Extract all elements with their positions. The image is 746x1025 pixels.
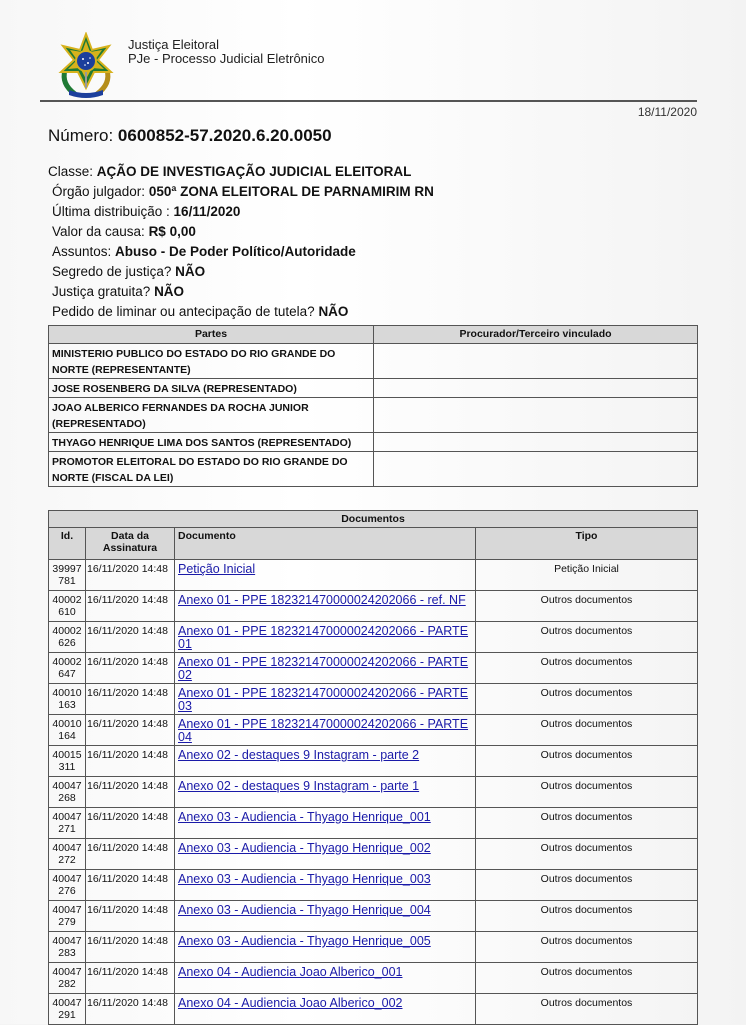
document-link[interactable]: Petição Inicial — [178, 562, 256, 576]
document-link[interactable]: Anexo 01 - PPE 182321470000024202066 - PARTE 01 — [178, 624, 469, 651]
documentos-title-row — [49, 511, 698, 528]
document-cell — [175, 622, 476, 653]
info-value: 050ª ZONA ELEITORAL DE PARNAMIRIM RN — [148, 184, 434, 199]
document-date: 16/11/2020 14:48 — [86, 777, 175, 808]
document-row — [49, 839, 698, 870]
document-date: 16/11/2020 14:48 — [86, 591, 175, 622]
document-cell — [175, 932, 476, 963]
document-cell — [175, 963, 476, 994]
document-row — [49, 715, 698, 746]
procurador-cell — [374, 398, 698, 433]
document-type: Outros documentos — [476, 870, 698, 901]
document-id: 40047 291 — [49, 994, 86, 1025]
document-id: 40015 311 — [49, 746, 86, 777]
document-cell — [175, 653, 476, 684]
info-label: Justiça gratuita? — [52, 284, 155, 299]
info-label: Classe: — [48, 164, 97, 179]
document-id: 40047 272 — [49, 839, 86, 870]
document-type: Outros documentos — [476, 684, 698, 715]
info-value: NÃO — [175, 264, 206, 279]
info-row-distribuicao — [48, 202, 434, 222]
data-header: Data da Assinatura — [86, 528, 175, 560]
document-type: Outros documentos — [476, 653, 698, 684]
document-cell — [175, 684, 476, 715]
org-line-2: PJe - Processo Judicial Eletrônico — [128, 51, 325, 66]
document-id: 40047 268 — [49, 777, 86, 808]
document-date: 16/11/2020 14:48 — [86, 653, 175, 684]
info-value: NÃO — [318, 304, 349, 319]
info-value: 16/11/2020 — [173, 204, 241, 219]
partes-header-row — [49, 326, 698, 344]
document-row — [49, 963, 698, 994]
document-date: 16/11/2020 14:48 — [86, 901, 175, 932]
document-row — [49, 746, 698, 777]
parte-row — [49, 344, 698, 379]
info-row-classe — [48, 162, 434, 182]
document-type: Petição Inicial — [476, 560, 698, 591]
info-row-gratuita — [48, 282, 434, 302]
documentos-header-row — [49, 528, 698, 560]
document-type: Outros documentos — [476, 808, 698, 839]
document-link[interactable]: Anexo 04 - Audiencia Joao Alberico_002 — [178, 996, 403, 1010]
procurador-cell — [374, 433, 698, 452]
procurador-cell — [374, 379, 698, 398]
process-number — [48, 126, 332, 146]
document-date: 16/11/2020 14:48 — [86, 994, 175, 1025]
document-header — [55, 30, 705, 100]
document-date: 16/11/2020 14:48 — [86, 932, 175, 963]
header-divider — [40, 100, 697, 102]
partes-table — [48, 325, 698, 487]
document-type: Outros documentos — [476, 777, 698, 808]
documento-header: Documento — [175, 528, 476, 560]
document-cell — [175, 994, 476, 1025]
document-id: 40047 283 — [49, 932, 86, 963]
info-row-orgao — [48, 182, 434, 202]
document-cell — [175, 839, 476, 870]
parte-row — [49, 433, 698, 452]
document-date: 16/11/2020 14:48 — [86, 808, 175, 839]
document-cell — [175, 870, 476, 901]
document-type: Outros documentos — [476, 901, 698, 932]
info-value: Abuso - De Poder Político/Autoridade — [115, 244, 356, 259]
document-row — [49, 777, 698, 808]
document-id: 40010 163 — [49, 684, 86, 715]
document-row — [49, 622, 698, 653]
parte-row — [49, 398, 698, 433]
document-date: 16/11/2020 14:48 — [86, 870, 175, 901]
document-date: 16/11/2020 14:48 — [86, 839, 175, 870]
info-value: AÇÃO DE INVESTIGAÇÃO JUDICIAL ELEITORAL — [96, 164, 412, 179]
process-number-value: 0600852-57.2020.6.20.0050 — [117, 126, 332, 145]
info-label: Segredo de justiça? — [52, 264, 176, 279]
document-row — [49, 653, 698, 684]
process-number-label: Número: — [48, 126, 114, 145]
documentos-body — [49, 560, 698, 1025]
document-date: 16/11/2020 14:48 — [86, 560, 175, 591]
partes-header: Partes — [49, 326, 374, 344]
documentos-table — [48, 510, 698, 1025]
document-type: Outros documentos — [476, 746, 698, 777]
document-link[interactable]: Anexo 03 - Audiencia - Thyago Henrique_004 — [178, 903, 431, 917]
document-type: Outros documentos — [476, 963, 698, 994]
info-row-valor — [48, 222, 434, 242]
document-cell — [175, 746, 476, 777]
document-row — [49, 932, 698, 963]
document-id: 40002 626 — [49, 622, 86, 653]
document-type: Outros documentos — [476, 715, 698, 746]
info-value: NÃO — [154, 284, 185, 299]
info-row-assuntos — [48, 242, 434, 262]
document-type: Outros documentos — [476, 622, 698, 653]
document-link[interactable]: Anexo 03 - Audiencia - Thyago Henrique_001 — [178, 810, 431, 824]
document-cell — [175, 715, 476, 746]
document-date: 16/11/2020 14:48 — [86, 684, 175, 715]
brazil-coat-of-arms-icon — [55, 32, 117, 98]
parte-cell: THYAGO HENRIQUE LIMA DOS SANTOS (REPRESENTADO) — [49, 433, 374, 452]
id-header: Id. — [49, 528, 86, 560]
parte-row — [49, 379, 698, 398]
document-cell — [175, 560, 476, 591]
document-link[interactable]: Anexo 02 - destaques 9 Instagram - parte 2 — [178, 748, 420, 762]
document-date: 16/11/2020 14:48 — [86, 622, 175, 653]
parte-cell: JOAO ALBERICO FERNANDES DA ROCHA JUNIOR (REPRESENTADO) — [49, 398, 374, 433]
document-link[interactable]: Anexo 01 - PPE 182321470000024202066 - PARTE 03 — [178, 686, 469, 713]
document-link[interactable]: Anexo 01 - PPE 182321470000024202066 - PARTE 02 — [178, 655, 469, 682]
info-label: Pedido de liminar ou antecipação de tutela? — [52, 304, 319, 319]
documentos-title: Documentos — [49, 511, 698, 528]
document-id: 40002 610 — [49, 591, 86, 622]
parte-cell: JOSE ROSENBERG DA SILVA (REPRESENTADO) — [49, 379, 374, 398]
document-row — [49, 560, 698, 591]
info-label: Valor da causa: — [52, 224, 149, 239]
document-id: 39997 781 — [49, 560, 86, 591]
document-row — [49, 591, 698, 622]
document-type: Outros documentos — [476, 839, 698, 870]
document-cell — [175, 808, 476, 839]
document-link[interactable]: Anexo 04 - Audiencia Joao Alberico_001 — [178, 965, 403, 979]
document-id: 40047 282 — [49, 963, 86, 994]
document-cell — [175, 901, 476, 932]
document-date: 16/11/2020 14:48 — [86, 963, 175, 994]
document-row — [49, 870, 698, 901]
info-row-segredo — [48, 262, 434, 282]
info-row-liminar — [48, 302, 434, 322]
document-row — [49, 808, 698, 839]
document-row — [49, 994, 698, 1025]
document-date: 18/11/2020 — [637, 105, 697, 119]
parte-row — [49, 452, 698, 487]
info-label: Órgão julgador: — [52, 184, 149, 199]
procurador-header: Procurador/Terceiro vinculado — [374, 326, 698, 344]
document-row — [49, 684, 698, 715]
document-link[interactable]: Anexo 02 - destaques 9 Instagram - parte 1 — [178, 779, 420, 793]
parte-cell: MINISTERIO PUBLICO DO ESTADO DO RIO GRANDE DO NORTE (REPRESENTANTE) — [49, 344, 374, 379]
organization-name — [128, 38, 325, 66]
document-type: Outros documentos — [476, 994, 698, 1025]
document-link[interactable]: Anexo 03 - Audiencia - Thyago Henrique_005 — [178, 934, 431, 948]
document-link[interactable]: Anexo 01 - PPE 182321470000024202066 - PARTE 04 — [178, 717, 469, 744]
document-id: 40002 647 — [49, 653, 86, 684]
procurador-cell — [374, 344, 698, 379]
document-link[interactable]: Anexo 01 - PPE 182321470000024202066 - ref. NF — [178, 593, 466, 607]
document-date: 16/11/2020 14:48 — [86, 746, 175, 777]
info-label: Assuntos: — [52, 244, 116, 259]
document-id: 40047 279 — [49, 901, 86, 932]
document-cell — [175, 591, 476, 622]
document-type: Outros documentos — [476, 932, 698, 963]
document-id: 40047 271 — [49, 808, 86, 839]
document-date: 16/11/2020 14:48 — [86, 715, 175, 746]
tipo-header: Tipo — [476, 528, 698, 560]
org-line-1: Justiça Eleitoral — [128, 37, 220, 52]
document-type: Outros documentos — [476, 591, 698, 622]
document-id: 40047 276 — [49, 870, 86, 901]
document-id: 40010 164 — [49, 715, 86, 746]
document-cell — [175, 777, 476, 808]
info-value: R$ 0,00 — [148, 224, 196, 239]
process-info — [48, 162, 434, 322]
document-row — [49, 901, 698, 932]
document-link[interactable]: Anexo 03 - Audiencia - Thyago Henrique_002 — [178, 841, 431, 855]
document-link[interactable]: Anexo 03 - Audiencia - Thyago Henrique_003 — [178, 872, 431, 886]
parte-cell: PROMOTOR ELEITORAL DO ESTADO DO RIO GRANDE DO NORTE (FISCAL DA LEI) — [49, 452, 374, 487]
info-label: Última distribuição : — [52, 204, 174, 219]
procurador-cell — [374, 452, 698, 487]
